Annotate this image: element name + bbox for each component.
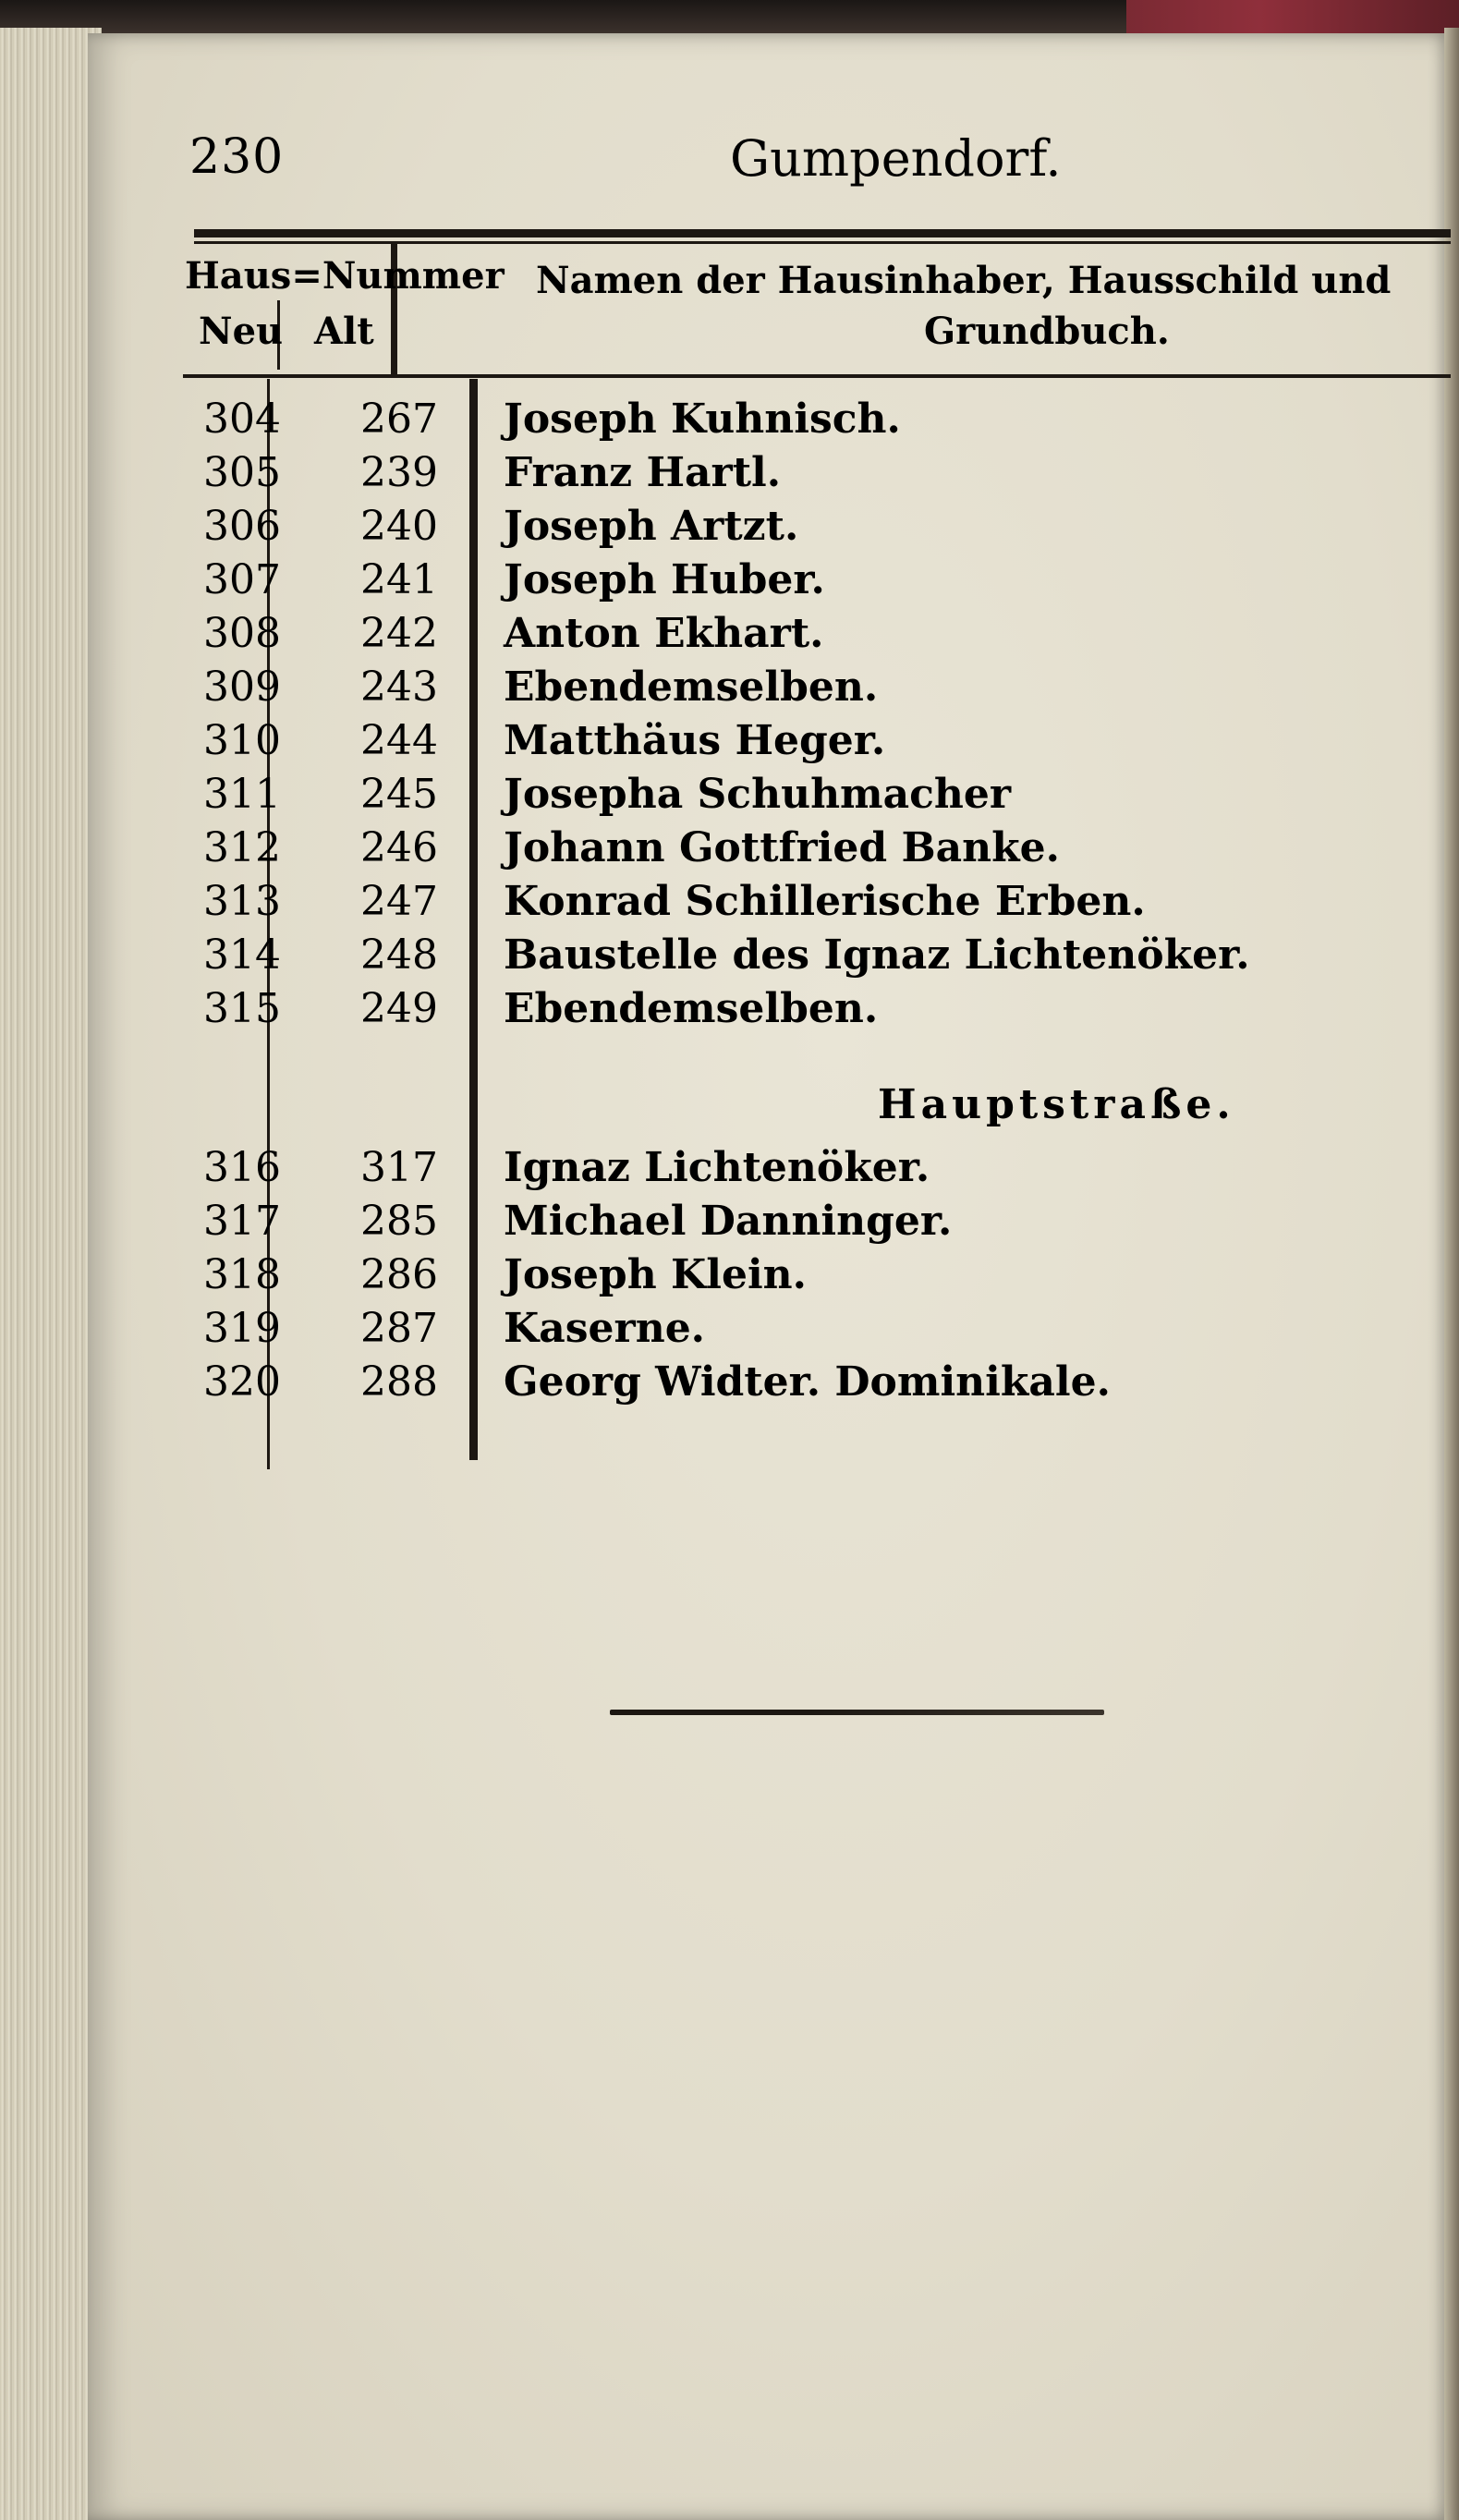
table-row <box>0 1358 1441 1412</box>
cell-neu: 306 <box>203 503 281 550</box>
cell-neu: 307 <box>203 556 281 603</box>
cell-name: Kaserne. <box>504 1305 706 1352</box>
cell-neu: 316 <box>203 1144 281 1191</box>
header-alt: Alt <box>314 310 374 353</box>
cell-name: Joseph Huber. <box>504 556 825 603</box>
cell-neu: 312 <box>203 824 281 871</box>
table-row <box>0 1144 1441 1198</box>
cell-name: Ebendemselben. <box>504 985 879 1032</box>
cell-neu: 314 <box>203 931 281 979</box>
cell-alt: 249 <box>360 985 438 1032</box>
cell-neu: 313 <box>203 878 281 925</box>
cell-alt: 287 <box>360 1305 438 1352</box>
cell-alt: 244 <box>360 717 438 764</box>
cell-neu: 304 <box>203 396 281 443</box>
header-neu: Neu <box>199 310 284 353</box>
cell-neu: 305 <box>203 449 281 496</box>
cell-alt: 317 <box>360 1144 438 1191</box>
cell-name: Michael Danninger. <box>504 1198 953 1245</box>
gutter-shadow <box>1444 28 1459 2520</box>
cell-name: Anton Ekhart. <box>504 610 824 657</box>
cell-alt: 248 <box>360 931 438 979</box>
cell-alt: 239 <box>360 449 438 496</box>
cell-neu: 311 <box>203 771 281 818</box>
end-rule <box>610 1710 1104 1715</box>
cell-alt: 241 <box>360 556 438 603</box>
cell-alt: 267 <box>360 396 438 443</box>
table-row <box>0 717 1441 771</box>
cell-name: Josepha Schuhmacher <box>504 771 1012 818</box>
cell-name: Joseph Kuhnisch. <box>504 396 901 443</box>
cell-alt: 288 <box>360 1358 438 1406</box>
table-row <box>0 663 1441 717</box>
table-row <box>0 771 1441 824</box>
table-row <box>0 985 1441 1039</box>
header-rule-thick <box>194 229 1451 237</box>
cell-name: Joseph Klein. <box>504 1251 807 1298</box>
table-row <box>0 449 1441 503</box>
table-row <box>0 503 1441 556</box>
cell-neu: 310 <box>203 717 281 764</box>
cell-name: Joseph Artzt. <box>504 503 799 550</box>
table-row <box>0 556 1441 610</box>
cell-name: Matthäus Heger. <box>504 717 886 764</box>
table-row <box>0 1251 1441 1305</box>
header-grundbuch: Grundbuch. <box>924 310 1170 353</box>
cell-name: Franz Hartl. <box>504 449 782 496</box>
column-header-rule <box>183 374 1451 378</box>
page-number: 230 <box>189 129 285 185</box>
table-row <box>0 931 1441 985</box>
running-title: Gumpendorf. <box>730 129 1062 188</box>
table-row <box>0 878 1441 931</box>
table-row <box>0 824 1441 878</box>
cell-alt: 245 <box>360 771 438 818</box>
cell-alt: 247 <box>360 878 438 925</box>
table-row <box>0 396 1441 449</box>
table-row <box>0 1198 1441 1251</box>
cell-name: Ebendemselben. <box>504 663 879 711</box>
cell-neu: 315 <box>203 985 281 1032</box>
cell-neu: 308 <box>203 610 281 657</box>
cell-name: Ignaz Lichtenöker. <box>504 1144 930 1191</box>
cell-alt: 240 <box>360 503 438 550</box>
table-row <box>0 1305 1441 1358</box>
cell-alt: 286 <box>360 1251 438 1298</box>
header-namen: Namen der Hausinhaber, Hausschild und <box>536 259 1392 302</box>
cell-alt: 246 <box>360 824 438 871</box>
cell-name: Konrad Schillerische Erben. <box>504 878 1146 925</box>
header-rule-thin <box>194 241 1451 244</box>
cell-neu: 317 <box>203 1198 281 1245</box>
table-row <box>0 610 1441 663</box>
cell-neu: 309 <box>203 663 281 711</box>
section-heading: Hauptstraße. <box>878 1081 1235 1128</box>
cell-name: Georg Widter. Dominikale. <box>504 1358 1111 1406</box>
cell-alt: 242 <box>360 610 438 657</box>
cell-alt: 285 <box>360 1198 438 1245</box>
cell-name: Baustelle des Ignaz Lichtenöker. <box>504 931 1250 979</box>
cell-alt: 243 <box>360 663 438 711</box>
cell-neu: 318 <box>203 1251 281 1298</box>
header-hausnummer: Haus=Nummer <box>185 254 505 298</box>
cell-neu: 319 <box>203 1305 281 1352</box>
cell-name: Johann Gottfried Banke. <box>504 824 1060 871</box>
cell-neu: 320 <box>203 1358 281 1406</box>
